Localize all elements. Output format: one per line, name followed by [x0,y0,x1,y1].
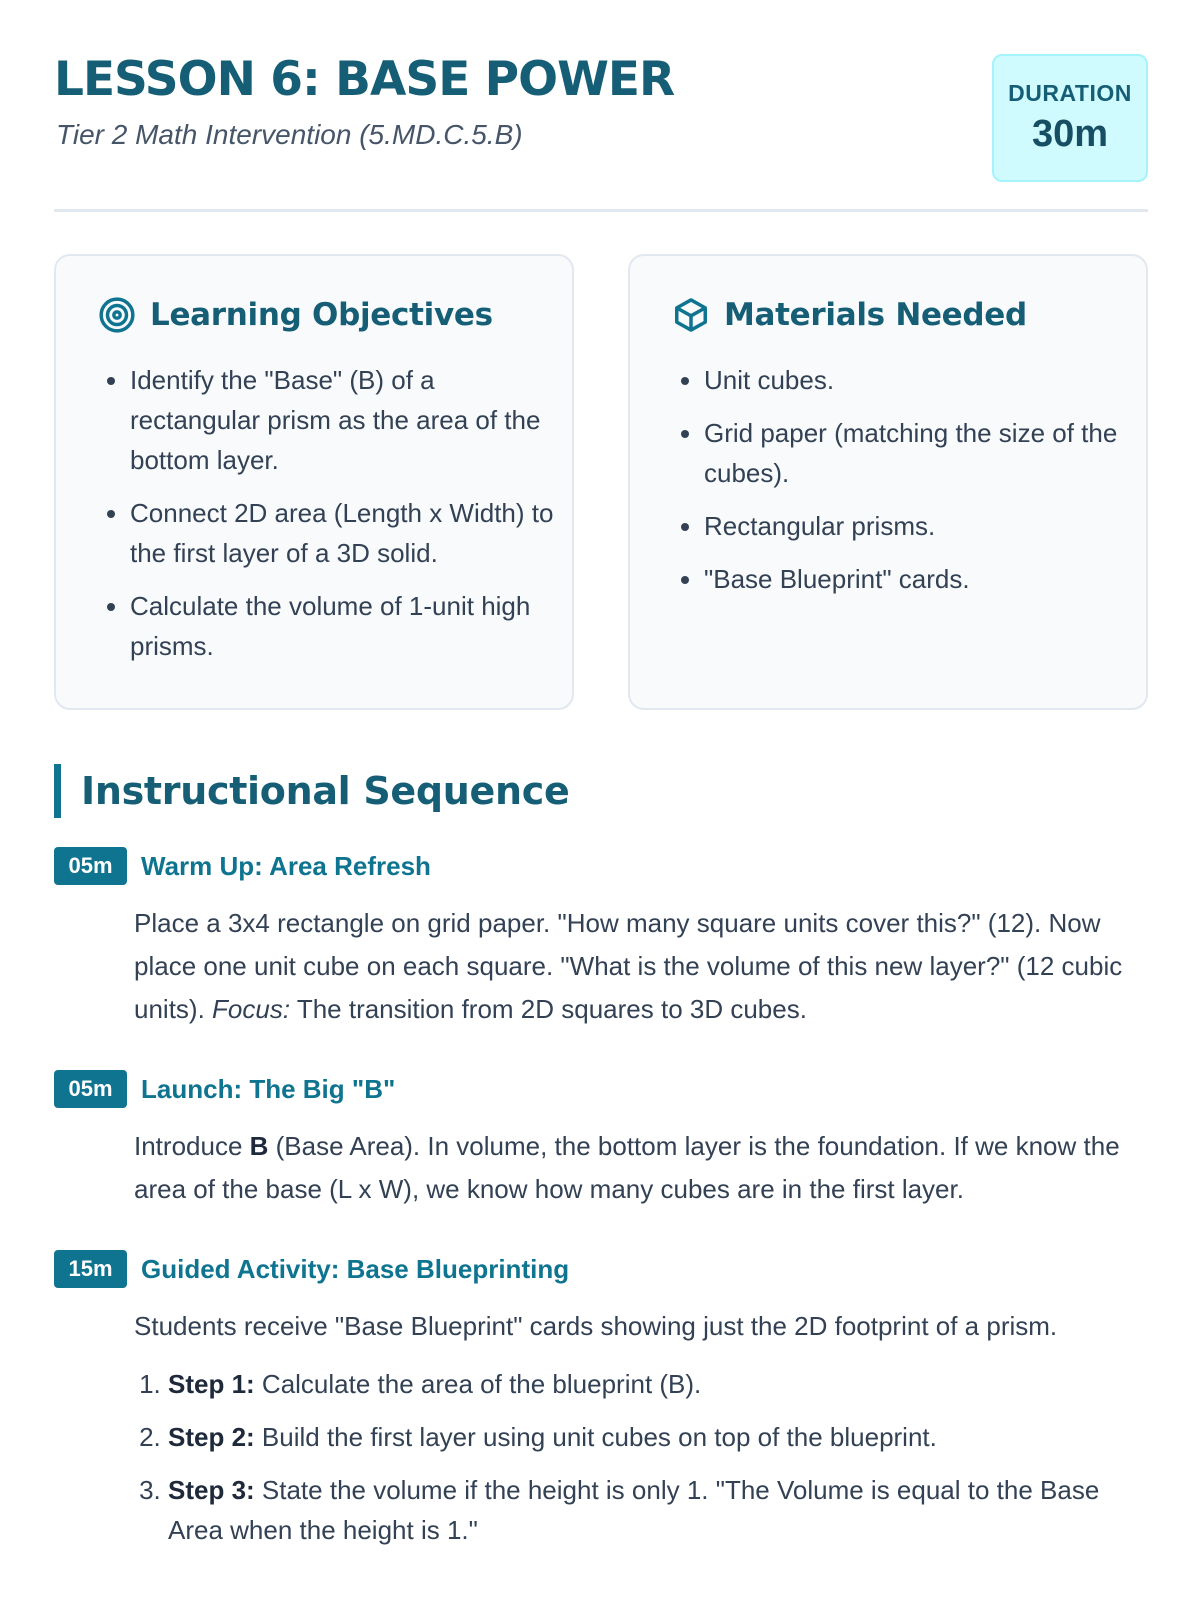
sequence-heading: Instructional Sequence [54,764,569,818]
duration-box [992,54,1148,182]
list-item: • Identify the "Base" (B) of a rectangular prism as the area of the bottom layer. [130,360,570,480]
list-item: • Unit cubes. [704,360,1144,400]
list-item [168,1470,1148,1550]
list-item: • Grid paper (matching the size of the cubes). [704,413,1144,493]
objectives-title: Learning Objectives [150,297,493,333]
page-subtitle: Tier 2 Math Intervention (5.MD.C.5.B) [56,119,523,150]
sequence-step-launch [54,1069,1148,1211]
materials-list [674,360,1144,612]
sequence-step-warm-up [54,846,1148,1031]
step-title: Guided Activity: Base Blueprinting [141,1253,570,1284]
overview-cards [54,254,1148,710]
step-header [54,1249,1148,1289]
lesson-header [54,0,1148,212]
step-text: Build the first layer using unit cubes on top of the blueprint. [254,1422,937,1452]
materials-card [628,254,1148,710]
page-title: LESSON 6: BASE POWER [54,52,675,107]
list-item: • "Base Blueprint" cards. [704,559,1144,599]
bold-term: B [249,1131,269,1161]
target-icon [98,296,136,334]
time-badge: 05m [54,1070,127,1108]
step-header [54,1069,1148,1109]
step-label: Step 2: [168,1422,255,1452]
list-item [168,1364,1148,1404]
step-text: Place a 3x4 rectangle on grid paper. "How many square units cover this?" (12). Now place one unit cube on each square. "What is the volume of this new layer?" (12 cubic units). [134,908,1123,1024]
guided-steps-list [134,1364,1148,1550]
time-badge: 05m [54,847,127,885]
sequence-step-guided-activity [54,1249,1148,1563]
step-title: Launch: The Big "B" [141,1073,396,1104]
step-text: State the volume if the height is only 1. "The Volume is equal to the Base Area when the height is 1." [168,1475,1100,1545]
duration-value: 30m [1031,113,1109,155]
step-label: Step 3: [168,1475,255,1505]
materials-card-header [672,296,1027,334]
step-title: Warm Up: Area Refresh [141,850,431,881]
step-label: Step 1: [168,1369,255,1399]
objectives-card [54,254,574,710]
materials-title: Materials Needed [724,297,1027,333]
list-item: • Rectangular prisms. [704,506,1144,546]
list-item: • Connect 2D area (Length x Width) to the first layer of a 3D solid. [130,493,570,573]
step-description [134,1125,1148,1211]
step-text: (Base Area). In volume, the bottom layer is the foundation. If we know the area of the base (L x W), we know how many cubes are in the first layer. [134,1131,1120,1204]
list-item [168,1417,1148,1457]
focus-label: Focus: [212,994,291,1024]
step-header [54,846,1148,886]
step-text: The transition from 2D squares to 3D cubes. [290,994,807,1024]
cube-icon [672,296,710,334]
objectives-card-header [98,296,493,334]
time-badge: 15m [54,1250,127,1288]
lesson-page [54,0,1148,1545]
step-text: Calculate the area of the blueprint (B). [254,1369,702,1399]
list-item: • Calculate the volume of 1-unit high prisms. [130,586,570,666]
step-description [134,902,1148,1031]
step-description: Students receive "Base Blueprint" cards showing just the 2D footprint of a prism. [134,1311,1058,1341]
objectives-list [100,360,570,679]
duration-label: DURATION [1008,80,1132,106]
step-text: Introduce [134,1131,250,1161]
